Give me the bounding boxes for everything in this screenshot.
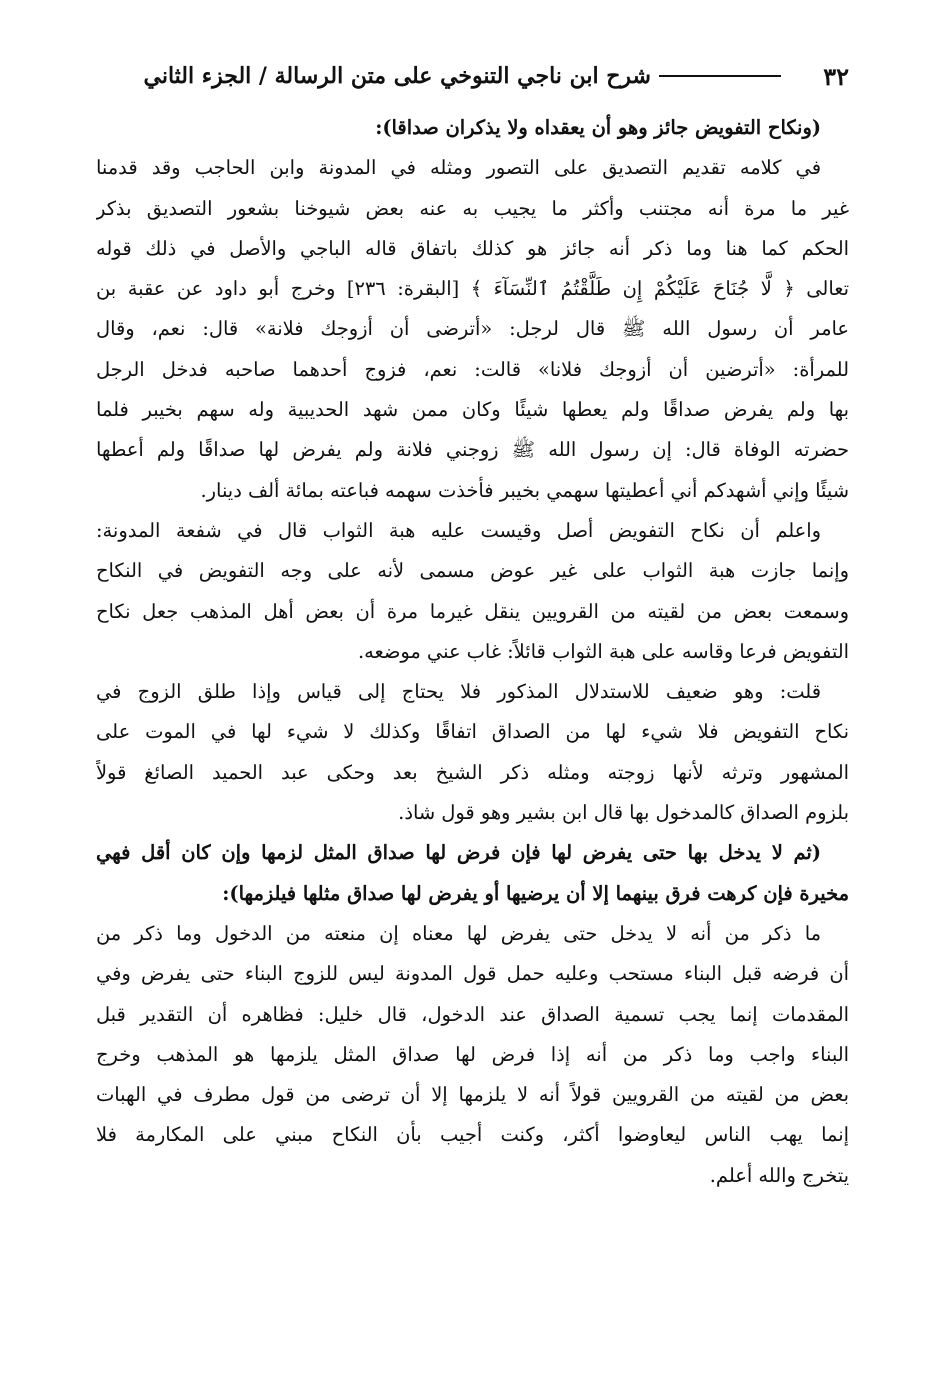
text-line: يتخرج والله أعلم. bbox=[709, 1163, 849, 1187]
text-line: البناء واجب وما ذكر من أنه إذا فرض لها صداق المثل يلزمها هو المذهب وخرج bbox=[96, 1042, 849, 1066]
text-line: قلت: وهو ضعيف للاستدلال المذكور فلا يحتاج إلى قياس وإذا طلق الزوج في bbox=[96, 680, 821, 704]
text-line: إنما يهب الناس ليعاوضوا أكثر، وكنت أجيب بأن النكاح مبني على المكارمة فلا bbox=[96, 1123, 849, 1147]
text-line: أن فرضه قبل البناء مستحب وعليه حمل قول المدونة ليس للزوج البناء حتى يفرض وفي bbox=[96, 962, 849, 986]
text-line: تعالى ﴿ لَّا جُنَاحَ عَلَيْكُمْ إِن طَلَّقْتُمُ ٱلنِّسَآءَ ﴾ [البقرة: ٢٣٦] وخرج أبو داود عن عقبة بن bbox=[96, 277, 849, 301]
text-line: في كلامه تقديم التصديق على التصور ومثله في المدونة وابن الحاجب وقد قدمنا bbox=[96, 156, 821, 180]
text-line: مخيرة فإن كرهت فرق بينهما إلا أن يرضيها أو يفرض لها صداق مثلها فيلزمها): bbox=[222, 881, 849, 905]
text-line: شيئًا وإني أشهدكم أني أعطيتها سهمي بخيبر فأخذت سهمه فباعته بمائة ألف دينار. bbox=[200, 478, 849, 502]
text-line: بلزوم الصداق كالمدخول بها قال ابن بشير وهو قول شاذ. bbox=[398, 801, 849, 825]
text-line: التفويض فرعا وقاسه على هبة الثواب قائلاً: غاب عني موضعه. bbox=[357, 639, 849, 663]
text-line: (ونكاح التفويض جائز وهو أن يعقداه ولا يذكران صداقا): bbox=[375, 116, 821, 139]
text-line: وإنما جازت هبة الثواب على غير عوض مسمى لأنه على وجه التفويض في النكاح bbox=[96, 559, 849, 583]
text-line: المشهور وترثه لأنها زوجته ومثله ذكر الشيخ بعد وحكى عبد الحميد الصائغ قولاً bbox=[96, 760, 849, 784]
page-body bbox=[96, 108, 849, 1196]
text-line: المقدمات إنما يجب تسمية الصداق عند الدخول، قال خليل: فظاهره أن التقدير قبل bbox=[96, 1002, 849, 1026]
text-line: الحكم كما هنا وما ذكر أنه جائز هو كذلك باتفاق قاله الباجي والأصل في ذلك قوله bbox=[96, 236, 849, 260]
text-line: بها ولم يفرض صداقًا ولم يعطها شيئًا وكان ممن شهد الحديبية وله سهم بخيبر فلما bbox=[96, 398, 849, 422]
text-line: غير ما مرة أنه مجتنب وأكثر ما يجيب به عنه بعض شيوخنا بشعور التصديق بذكر bbox=[96, 196, 849, 220]
page-header bbox=[96, 52, 849, 100]
text-line: بعض من لقيته من القرويين قولاً أنه لا يلزمها إلا أن ترضى من قول مطرف في الهبات bbox=[96, 1083, 849, 1107]
running-title: شرح ابن ناجي التنوخي على متن الرسالة / الجزء الثاني bbox=[143, 63, 651, 89]
text-line: واعلم أن نكاح التفويض أصل وقيست عليه هبة الثواب قال في شفعة المدونة: bbox=[96, 518, 821, 542]
header-rule bbox=[659, 75, 781, 77]
text-line: (ثم لا يدخل بها حتى يفرض لها فإن فرض لها صداق المثل لزمها وإن كان أقل فهي bbox=[96, 841, 821, 865]
text-line: وسمعت بعض من لقيته من القرويين ينقل غيرما مرة أن بعض أهل المذهب جعل نكاح bbox=[96, 599, 849, 623]
text-line: عامر أن رسول الله ﷺ قال لرجل: «أترضى أن أزوجك فلانة» قال: نعم، وقال bbox=[96, 317, 849, 341]
text-line: حضرته الوفاة قال: إن رسول الله ﷺ زوجني فلانة ولم يفرض لها صداقًا ولم أعطها bbox=[96, 438, 849, 462]
text-line: نكاح التفويض فلا شيء لها من الصداق اتفاقًا وكذلك لا شيء لها في الموت على bbox=[96, 720, 849, 744]
text-line: ما ذكر من أنه لا يدخل حتى يفرض لها معناه إن منعته من الدخول وما ذكر من bbox=[96, 921, 821, 945]
text-line: للمرأة: «أترضين أن أزوجك فلانا» قالت: نعم، فزوج أحدهما صاحبه فدخل الرجل bbox=[96, 357, 849, 381]
page-number: ٣٢ bbox=[823, 61, 849, 91]
